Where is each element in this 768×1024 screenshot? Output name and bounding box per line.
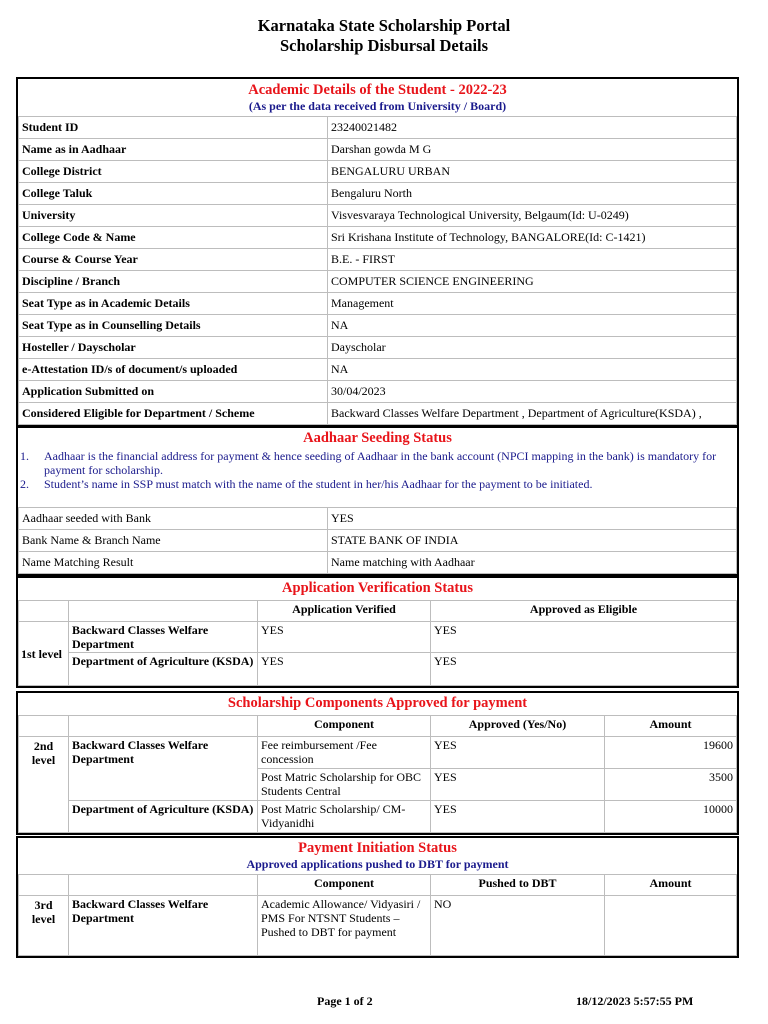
eligible-value: YES	[431, 653, 737, 686]
field-label: e-Attestation ID/s of document/s uploaded	[19, 359, 328, 381]
column-header: Component	[258, 716, 431, 737]
aadhaar-note-item: 1. Aadhaar is the financial address for payment & hence seeding of Aadhaar in the bank account (NPCI mapping in the bank) is mandatory for payment for scholarship.	[20, 449, 717, 477]
portal-title: Karnataka State Scholarship Portal	[257, 16, 511, 35]
field-value: Darshan gowda M G	[328, 139, 737, 161]
table-row	[19, 801, 737, 833]
table-row	[19, 139, 737, 161]
verification-section	[16, 576, 739, 688]
table-row	[19, 315, 737, 337]
field-value: Bengaluru North	[328, 183, 737, 205]
table-header-row	[19, 716, 737, 737]
verified-value: YES	[258, 653, 431, 686]
field-value: Dayscholar	[328, 337, 737, 359]
page-number: Page 1 of 2	[317, 994, 373, 1008]
table-row	[19, 337, 737, 359]
field-label: Name Matching Result	[19, 552, 328, 574]
table-row	[19, 552, 737, 574]
field-value: 30/04/2023	[328, 381, 737, 403]
column-header: Amount	[605, 875, 737, 896]
aadhaar-details-table	[18, 507, 737, 574]
components-table	[18, 715, 737, 833]
table-row	[19, 403, 737, 425]
column-header: Pushed to DBT	[431, 875, 605, 896]
table-header-row	[19, 875, 737, 896]
field-label: Name as in Aadhaar	[19, 139, 328, 161]
verified-value: YES	[258, 622, 431, 653]
field-value: Sri Krishana Institute of Technology, BANGALORE(Id: C-1421)	[328, 227, 737, 249]
table-row	[19, 530, 737, 552]
column-header: Amount	[605, 716, 737, 737]
academic-section-title: Academic Details of the Student - 2022-23	[248, 82, 507, 98]
table-row	[19, 205, 737, 227]
field-label: College Taluk	[19, 183, 328, 205]
component-name: Post Matric Scholarship/ CM-Vidyanidhi	[258, 801, 431, 833]
field-label: Bank Name & Branch Name	[19, 530, 328, 552]
table-header-row	[19, 601, 737, 622]
field-label: University	[19, 205, 328, 227]
table-row	[19, 271, 737, 293]
field-label: Student ID	[19, 117, 328, 139]
payment-section	[16, 836, 739, 958]
field-label: Application Submitted on	[19, 381, 328, 403]
level-label: 1st level	[19, 622, 69, 686]
field-label: Considered Eligible for Department / Scheme	[19, 403, 328, 425]
payment-table	[18, 874, 737, 956]
field-value: STATE BANK OF INDIA	[328, 530, 737, 552]
approved-value: YES	[431, 801, 605, 833]
level-label: 3rd level	[19, 896, 69, 956]
field-label: Hosteller / Dayscholar	[19, 337, 328, 359]
academic-section-subtitle: (As per the data received from University / Board)	[248, 99, 507, 113]
table-row	[19, 622, 737, 653]
column-header: Approved (Yes/No)	[431, 716, 605, 737]
field-value: NA	[328, 315, 737, 337]
verification-table	[18, 600, 737, 686]
pushed-value: NO	[431, 896, 605, 956]
field-value: B.E. - FIRST	[328, 249, 737, 271]
field-label: College District	[19, 161, 328, 183]
aadhaar-seeding-section	[16, 426, 739, 576]
aadhaar-section-title: Aadhaar Seeding Status	[303, 430, 452, 446]
table-row	[19, 249, 737, 271]
field-label: Course & Course Year	[19, 249, 328, 271]
amount-value: 19600	[605, 737, 737, 769]
department-name: Department of Agriculture (KSDA)	[69, 801, 258, 833]
page-title: Scholarship Disbursal Details	[279, 36, 489, 55]
field-label: Discipline / Branch	[19, 271, 328, 293]
table-row	[19, 653, 737, 686]
table-row	[19, 293, 737, 315]
table-row	[19, 161, 737, 183]
column-header: Approved as Eligible	[431, 601, 737, 622]
table-row	[19, 359, 737, 381]
academic-details-section	[16, 77, 739, 427]
aadhaar-notes	[18, 447, 737, 507]
department-name: Backward Classes Welfare Department	[69, 737, 258, 801]
verification-section-title: Application Verification Status	[282, 580, 473, 596]
approved-value: YES	[431, 737, 605, 769]
approved-value: YES	[431, 769, 605, 801]
field-value: BENGALURU URBAN	[328, 161, 737, 183]
table-row	[19, 896, 737, 956]
field-value: Backward Classes Welfare Department , Department of Agriculture(KSDA) ,	[328, 403, 737, 425]
amount-value: 3500	[605, 769, 737, 801]
amount-value	[605, 896, 737, 956]
field-value: COMPUTER SCIENCE ENGINEERING	[328, 271, 737, 293]
field-value: 23240021482	[328, 117, 737, 139]
column-header: Application Verified	[258, 601, 431, 622]
field-value: YES	[328, 508, 737, 530]
aadhaar-note-item: 2. Student’s name in SSP must match with the name of the student in her/his Aadhaar for the payment to be initiated.	[20, 477, 593, 491]
department-name: Department of Agriculture (KSDA)	[69, 653, 258, 686]
field-value: Visvesvaraya Technological University, Belgaum(Id: U-0249)	[328, 205, 737, 227]
table-row	[19, 381, 737, 403]
column-header: Component	[258, 875, 431, 896]
payment-section-title: Payment Initiation Status	[298, 840, 457, 856]
component-name: Academic Allowance/ Vidyasiri / PMS For NTSNT Students – Pushed to DBT for payment	[258, 896, 431, 956]
component-name: Fee reimbursement /Fee concession	[258, 737, 431, 769]
field-label: Seat Type as in Academic Details	[19, 293, 328, 315]
field-value: Management	[328, 293, 737, 315]
department-name: Backward Classes Welfare Department	[69, 896, 258, 956]
table-row	[19, 117, 737, 139]
eligible-value: YES	[431, 622, 737, 653]
payment-section-subtitle: Approved applications pushed to DBT for payment	[246, 857, 509, 871]
field-value: NA	[328, 359, 737, 381]
components-section-title: Scholarship Components Approved for payment	[227, 695, 528, 711]
table-row	[19, 737, 737, 769]
field-label: College Code & Name	[19, 227, 328, 249]
print-timestamp: 18/12/2023 5:57:55 PM	[576, 994, 694, 1008]
table-row	[19, 227, 737, 249]
components-section	[16, 691, 739, 835]
field-label: Seat Type as in Counselling Details	[19, 315, 328, 337]
table-row	[19, 508, 737, 530]
field-label: Aadhaar seeded with Bank	[19, 508, 328, 530]
department-name: Backward Classes Welfare Department	[69, 622, 258, 653]
amount-value: 10000	[605, 801, 737, 833]
table-row	[19, 183, 737, 205]
field-value: Name matching with Aadhaar	[328, 552, 737, 574]
level-label: 2nd level	[19, 737, 69, 833]
component-name: Post Matric Scholarship for OBC Students Central	[258, 769, 431, 801]
academic-details-table	[18, 116, 737, 425]
